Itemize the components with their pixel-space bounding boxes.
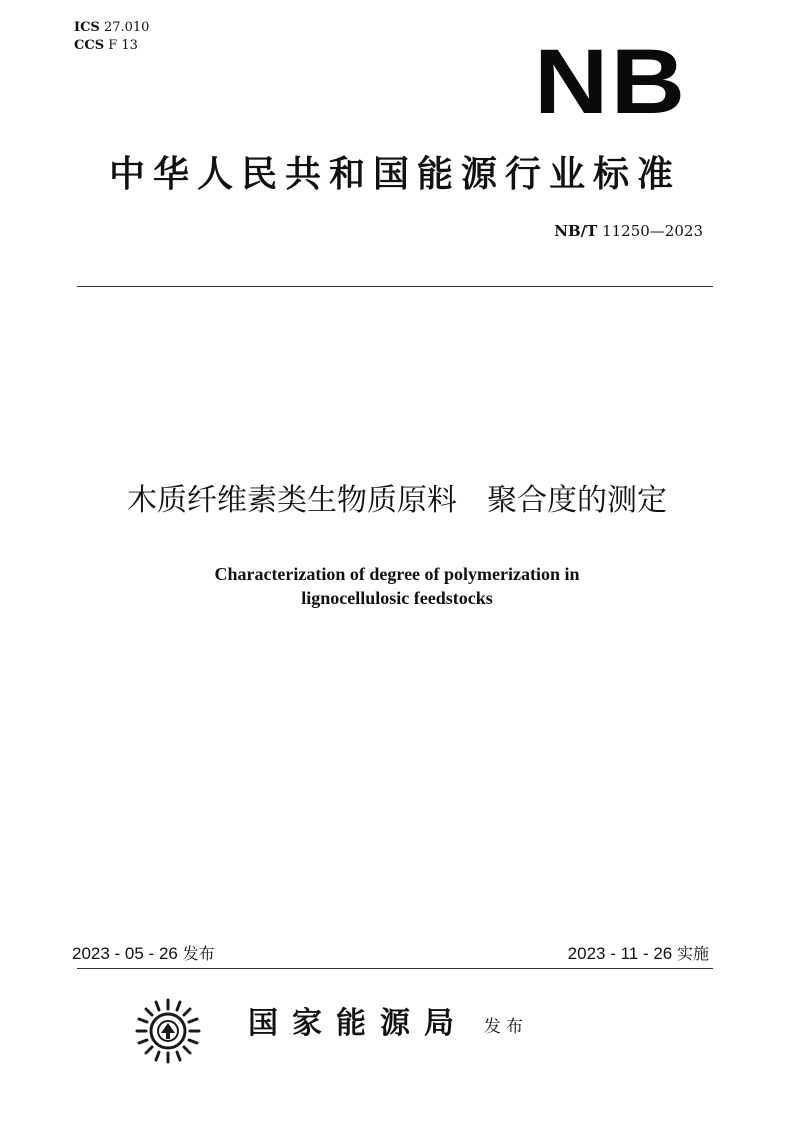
document-title-en-line1: Characterization of degree of polymerization in [214, 564, 580, 584]
implement-date [568, 940, 709, 968]
implement-date-value: 2023 - 11 - 26 [567, 944, 673, 963]
footer-divider [77, 968, 713, 969]
document-title-en-line2: lignocellulosic feedstocks [301, 588, 493, 608]
standard-code [554, 221, 703, 241]
issuer-name: 国家能源局 [248, 1006, 468, 1041]
ccs-code [74, 38, 138, 54]
ics-value: 27.010 [103, 20, 150, 35]
issuer-suffix: 发布 [484, 1017, 528, 1037]
document-title-cn: 木质纤维素类生物质原料 聚合度的测定 [127, 483, 667, 518]
standard-code-prefix: NB/T [554, 222, 598, 240]
implement-date-label: 实施 [676, 944, 709, 963]
issue-date-value: 2023 - 05 - 26 [72, 944, 178, 963]
ics-code [74, 20, 149, 36]
standard-type-title: 中华人民共和国能源行业标准 [108, 154, 681, 195]
issue-date-label: 发布 [182, 944, 215, 963]
ics-label: ICS [74, 20, 100, 35]
ccs-label: CCS [74, 38, 105, 53]
national-emblem-icon [133, 996, 203, 1066]
ccs-value: F 13 [108, 38, 138, 53]
header-divider [77, 286, 713, 287]
nb-logo: NB [534, 31, 688, 133]
standard-code-number: 11250—2023 [602, 222, 703, 240]
issue-date [72, 940, 215, 968]
document-title-en [90, 562, 704, 610]
